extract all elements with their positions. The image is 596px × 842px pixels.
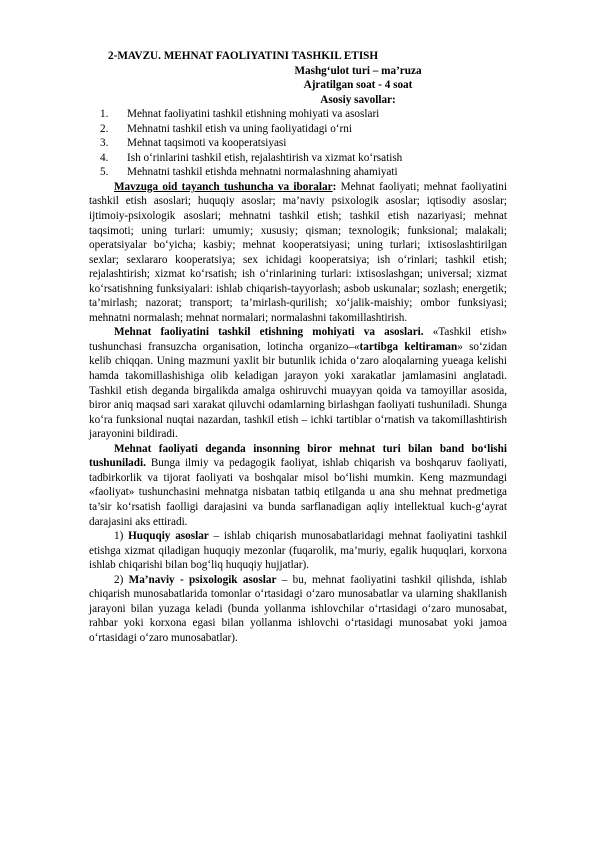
document-page <box>89 49 507 645</box>
list-item-text: Mehnat faoliyatini tashkil etishning mohiyati va asoslari <box>127 108 380 121</box>
questions-heading: Asosiy savollar: <box>320 93 396 106</box>
key-terms-colon: : <box>332 180 337 193</box>
paragraph-text: «Tashkil etish» tushunchasi fransuzcha organisation, lotincha organizo–« <box>89 326 507 353</box>
list-item-number: 5. <box>100 166 109 179</box>
list-item-number: 2. <box>100 122 109 135</box>
paragraph-heading: Huquqiy asoslar <box>128 530 209 543</box>
list-item <box>89 151 507 166</box>
document-title: 2-MAVZU. MEHNAT FAOLIYATINI TASHKIL ETISH <box>108 50 379 62</box>
list-item <box>89 165 507 180</box>
list-item-number: 3. <box>100 137 109 150</box>
questions-list <box>89 107 507 180</box>
paragraph-number: 2) <box>114 573 129 586</box>
list-item-text: Mehnat taqsimoti va kooperatsiyasi <box>127 137 287 150</box>
paragraph-activity <box>89 442 507 529</box>
paragraph-text: » so‘zidan kelib chiqqan. Uning mazmuni yaxlit bir butunlik ichida o‘zaro aloqalarning yueaga kelishi hamda takomillashishiga olib keladigan jarayon yoki xarakatlar jamlamasini anglatadi. Tashkil etish deganda birgalikda amalga oshiruvchi muayyan qoida va tamoyillar asosida, biror aniq maqsad sari xarakat qiluvchi odamlarning birlashgan faoliyati tushuniladi. Shunga ko‘ra funksional nuqtai nazardan, tashkil etish – ichki tartiblar o‘rnatish va takomillashtirish jarayonini bildiradi. <box>89 340 507 441</box>
list-item-number: 4. <box>100 151 109 164</box>
lesson-hours: Ajratilgan soat - 4 soat <box>303 79 413 92</box>
paragraph-text: – bu, mehnat faoliyatini tashkil qilishda, ishlab chiqarish munosabatlarida tomonlar o‘rtasidagi o‘zaro munosabatlar va ularning shakllanish jarayoni bilan yuzaga keladi (bunda yollanma ishlovchilar o‘rtasidagi o‘zaro munosabat, rahbar yoki korxona egasi bilan yollanma ishlovchi o‘rtasidagi munosabat yoki jamoa o‘rtasidagi o‘zaro munosabatlar). <box>89 573 507 644</box>
paragraph-legal <box>89 529 507 573</box>
list-item-text: Ish o‘rinlarini tashkil etish, rejalashtirish va xizmat ko‘rsatish <box>127 151 403 164</box>
paragraph-text: Bunga ilmiy va pedagogik faoliyat, ishlab chiqarish va boshqaruv faoliyati, tadbirkorlik va tijorat faoliyati va boshqalar misol bo‘lishi mumkin. Keng mazmundagi «faoliyat» tushunchasini mehnatga nisbatan tatbiq etilganda u ana shu mehnat predmetiga ta’sir ko‘rsatish faolligi darajasini va bunda sarflanadigan aqliy intellektual kuch-g‘ayrat darajasini aks ettiradi. <box>89 457 507 528</box>
key-terms-paragraph <box>89 180 507 325</box>
list-item <box>89 136 507 151</box>
list-item-text: Mehnatni tashkil etish va uning faoliyatidagi o‘rni <box>127 122 352 135</box>
key-terms-label: Mavzuga oid tayanch tushuncha va iboralar <box>114 180 333 193</box>
paragraph-number: 1) <box>114 530 129 543</box>
list-item <box>89 122 507 137</box>
paragraph-emphasis: tartibga keltiraman <box>359 340 458 353</box>
paragraph-heading: Ma’naviy - psixologik asoslar <box>128 573 277 586</box>
paragraph-heading: Mehnat faoliyati deganda insonning biror mehnat turi bilan band bo‘lishi tushuniladi. <box>89 442 507 470</box>
paragraph-text: – ishlab chiqarish munosabatlaridagi mehnat faoliyatini tashkil etishga xizmat qiladigan huquqiy mezonlar (fuqarolik, ma’muriy, egalik huquqlari, korxona ishlab chiqarishi bilan bog‘liq huquqiy hujjatlar). <box>89 530 507 572</box>
list-item-text: Mehnatni tashkil etishda mehnatni normalashning ahamiyati <box>127 166 398 179</box>
paragraph-heading: Mehnat faoliyatini tashkil etishning mohiyati va asoslari. <box>114 326 424 339</box>
key-terms-text: Mehnat faoliyati; mehnat faoliyatini tashkil etish asoslari; huquqiy asoslar; ma’naviy psixologik asoslar; iqtisodiy asoslar; ijtimoiy-psixologik asoslari; mehnatni tashkil etish; tashkil etish nazariyasi; mehnat taqsimoti; uning turlari: umumiy; xususiy; qisman; texnologik; funksional; malakali; operatsiyalar bo‘yicha; kasbiy; mehnat kooperatsiyasi; uning turlari; ixtisoslashtirilgan sexlar; sexlararo kooperatsiya; sex ichidagi kooperatsiya; ish o‘rinlari; tashkil etish; rejalashtirish; xizmat ko‘rsatish; ish o‘rinlarining turlari: ixtisoslashgan; universal; xizmat ko‘rsatishning funksiyalari: ishlab chiqarish-tayyorlash; asbob uskunalar; sozlash; energetik; ta’mirlash; nazorat; transport; ta’mirlash-qurilish; xo‘jalik-maishiy; ombor funksiyasi; mehnatni normalash; mehnat normalari; normalashni takomillashtirish. <box>89 180 507 324</box>
list-item <box>89 107 507 122</box>
lesson-type: Mashg‘ulot turi – ma’ruza <box>294 64 422 77</box>
paragraph-essence <box>89 325 507 441</box>
list-item-number: 1. <box>100 108 109 121</box>
paragraph-psychological <box>89 573 507 646</box>
